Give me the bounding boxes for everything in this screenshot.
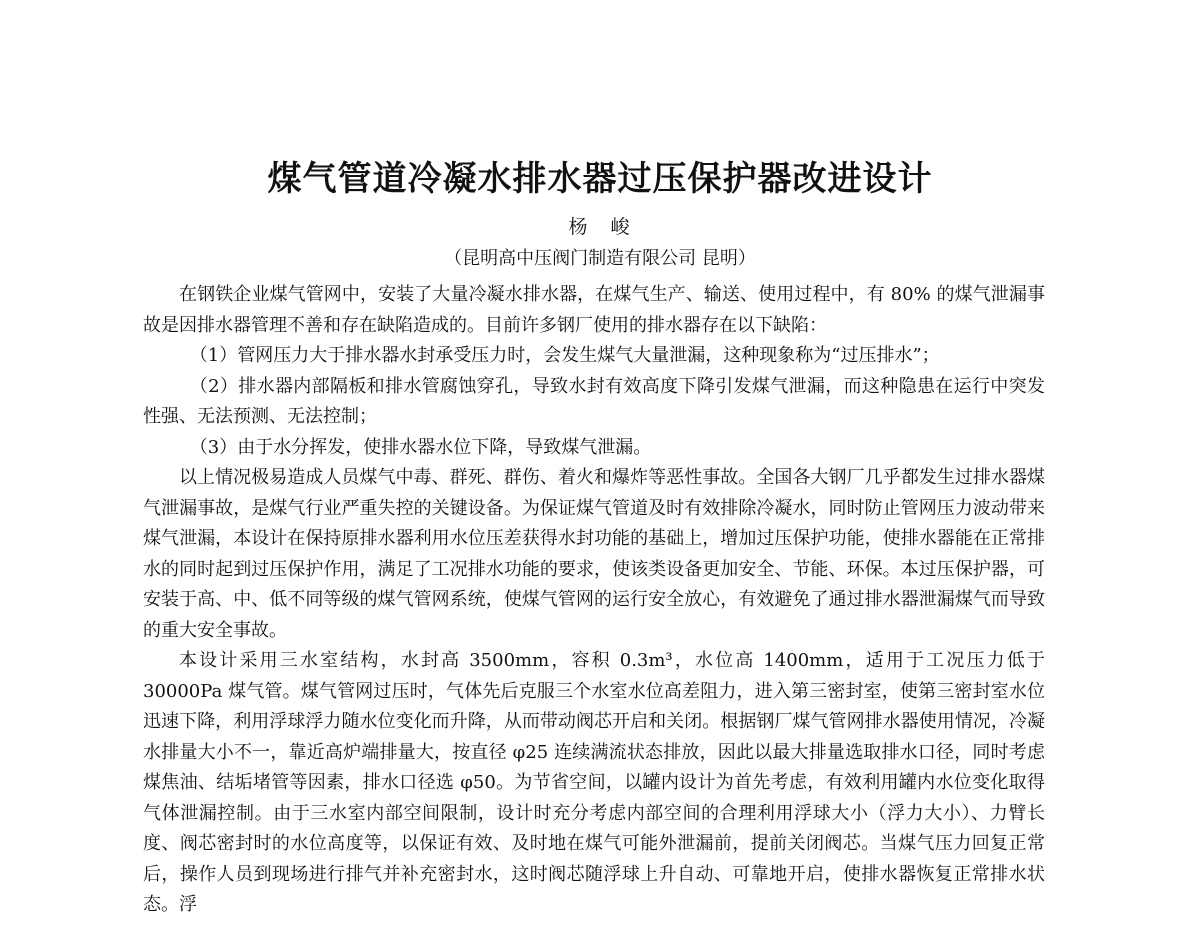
defect-item-3: （3）由于水分挥发，使排水器水位下降，导致煤气泄漏。 xyxy=(189,436,652,458)
author-affiliation: （昆明高中压阀门制造有限公司 昆明） xyxy=(444,248,756,269)
body-text xyxy=(143,280,1045,921)
defect-item-2: （2）排水器内部隔板和排水管腐蚀穿孔，导致水封有效高度下降引发煤气泄漏，而这种隐患在运行中突发性强、无法预测、无法控制； xyxy=(143,375,1045,427)
paragraph-design: 本设计采用三水室结构，水封高 3500mm，容积 0.3m³，水位高 1400mm，适用于工况压力低于 30000Pa 煤气管。煤气管网过压时，气体先后克服三个水室水位高差阻力，进入第三密封室，使第三密封室水位迅速下降，利用浮球浮力随水位变化而升降，从而带动阀芯开启和关闭。根据钢厂煤气管网排水器使用情况，冷凝水排量大小不一，靠近高炉端排量大，按直径 φ25 连续满流状态排放，因此以最大排量选取排水口径，同时考虑煤焦油、结垢堵管等因素，排水口径选 φ50。为节省空间，以罐内设计为首先考虑，有效利用罐内水位变化取得气体泄漏控制。由于三水室内部空间限制，设计时充分考虑内部空间的合理利用浮球大小（浮力大小）、力臂长度、阀芯密封时的水位高度等，以保证有效、及时地在煤气可能外泄漏前，提前关闭阀芯。当煤气压力回复正常后，操作人员到现场进行排气并补充密封水，这时阀芯随浮球上升自动、可靠地开启，使排水器恢复正常排水状态。浮 xyxy=(143,650,1045,915)
paper-title: 煤气管道冷凝水排水器过压保护器改进设计 xyxy=(267,159,933,199)
author-name: 杨 峻 xyxy=(568,216,632,238)
paragraph-consequences: 以上情况极易造成人员煤气中毒、群死、群伤、着火和爆炸等恶性事故。全国各大钢厂几乎都发生过排水器煤气泄漏事故，是煤气行业严重失控的关键设备。为保证煤气管道及时有效排除冷凝水，同时防止管网压力波动带来煤气泄漏，本设计在保持原排水器利用水位压差获得水封功能的基础上，增加过压保护功能，使排水器能在正常排水的同时起到过压保护作用，满足了工况排水功能的要求，使该类设备更加安全、节能、环保。本过压保护器，可安装于高、中、低不同等级的煤气管网系统，使煤气管网的运行安全放心，有效避免了通过排水器泄漏煤气而导致的重大安全事故。 xyxy=(143,467,1045,641)
paragraph-intro: 在钢铁企业煤气管网中，安装了大量冷凝水排水器，在煤气生产、输送、使用过程中，有 80% 的煤气泄漏事故是因排水器管理不善和存在缺陷造成的。目前许多钢厂使用的排水器存在以下缺陷： xyxy=(143,284,1045,336)
defect-item-1: （1）管网压力大于排水器水封承受压力时，会发生煤气大量泄漏，这种现象称为“过压排水”； xyxy=(189,345,940,366)
